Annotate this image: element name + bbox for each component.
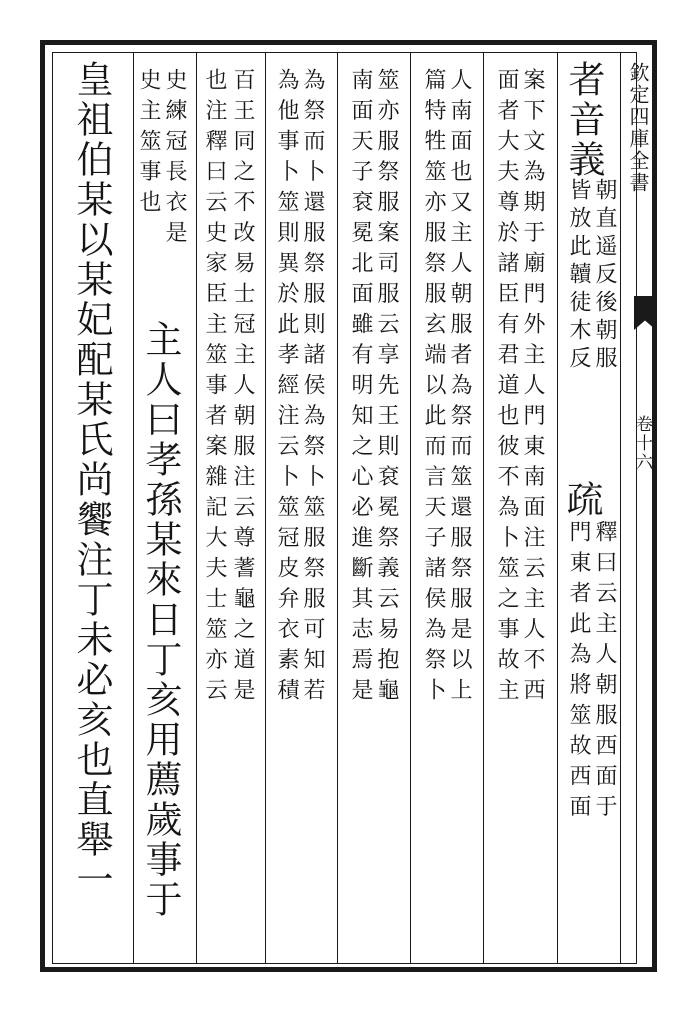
column-rule	[410, 52, 411, 964]
commentary-column: 皆放此韥徒木反	[566, 178, 591, 374]
commentary-heading: 疏	[560, 480, 603, 520]
commentary-column: 也注釋曰云史家臣主筮事者案雜記大夫士筮亦云	[202, 68, 227, 709]
commentary-column: 釋曰云主人朝服西面于	[592, 520, 617, 825]
column-rule	[557, 52, 558, 964]
column-rule	[337, 52, 338, 964]
column-rule	[133, 52, 134, 964]
commentary-column: 人南面也又主人朝服者為祭而筮還服祭服是以上	[447, 68, 472, 709]
column-rule	[620, 52, 621, 964]
volume-number: 卷十六	[632, 415, 652, 472]
commentary-column: 面者大夫尊於諸臣有君道也彼不為卜筮之事故主	[494, 68, 519, 709]
main-text-column: 皇祖伯某以某妃配某氏尚饗注丁未必亥也直舉一	[70, 60, 113, 900]
commentary-column: 南面天子袞冕北面雖有明知之心必進斷其志焉是	[348, 68, 373, 709]
commentary-column: 案下文為期于廟門外主人門東南面注云主人不西	[520, 68, 545, 709]
column-rule	[196, 52, 197, 964]
book-title: 欽定四庫全書	[626, 62, 650, 194]
main-text-column: 者音義	[562, 60, 605, 180]
commentary-column: 朝直遥反後朝服	[592, 178, 617, 374]
commentary-column: 史主筮事也	[136, 68, 161, 221]
commentary-column: 門東者此為將筮故西面	[566, 520, 591, 825]
commentary-column: 為祭而卜還服祭服則諸侯為祭卜筮服祭服可知若	[300, 68, 325, 709]
commentary-column: 為他事卜筮則異於此孝經注云卜筮冠皮弁衣素積	[274, 68, 299, 709]
commentary-column: 筮亦服祭服案司服云享先王則袞冕祭義云易抱龜	[374, 68, 399, 709]
commentary-column: 史練冠長衣是	[162, 68, 187, 251]
column-rule	[265, 52, 266, 964]
main-text-column: 主人曰孝孫某來日丁亥用薦歲事于	[139, 320, 182, 920]
column-rule	[483, 52, 484, 964]
commentary-column: 篇特牲筮亦服祭服玄端以此而言天子諸侯為祭卜	[421, 68, 446, 709]
commentary-column: 百王同之不改易士冠主人朝服注云尊蓍龜之道是	[230, 68, 255, 709]
